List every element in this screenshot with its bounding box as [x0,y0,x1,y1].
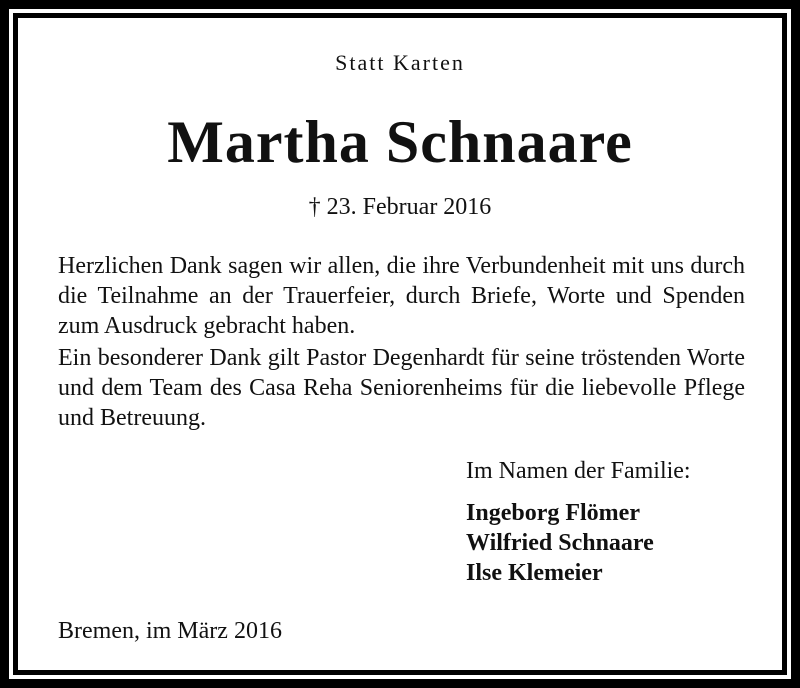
pretitle: Statt Karten [335,50,465,75]
deceased-name: Martha Schnaare [167,109,633,175]
place-date: Bremen, im März 2016 [58,618,282,644]
death-date: † 23. Februar 2016 [308,194,492,220]
thanks-paragraph: Herzlichen Dank sagen wir allen, die ihre Verbundenheit mit uns durch die Teilnahme an der Trauerfeier, durch Briefe, Worte und Spenden zum Ausdruck gebracht haben. [58,253,745,339]
signatory: Wilfried Schnaare [466,530,654,556]
signatory: Ingeborg Flömer [466,500,640,526]
signatory: Ilse Klemeier [466,560,603,586]
special-thanks-paragraph: Ein besonderer Dank gilt Pastor Degenhardt für seine tröstenden Worte und dem Team des Casa Reha Seniorenheims für die liebevolle Pflege und Betreuung. [58,345,745,431]
closing-label: Im Namen der Familie: [466,458,691,484]
